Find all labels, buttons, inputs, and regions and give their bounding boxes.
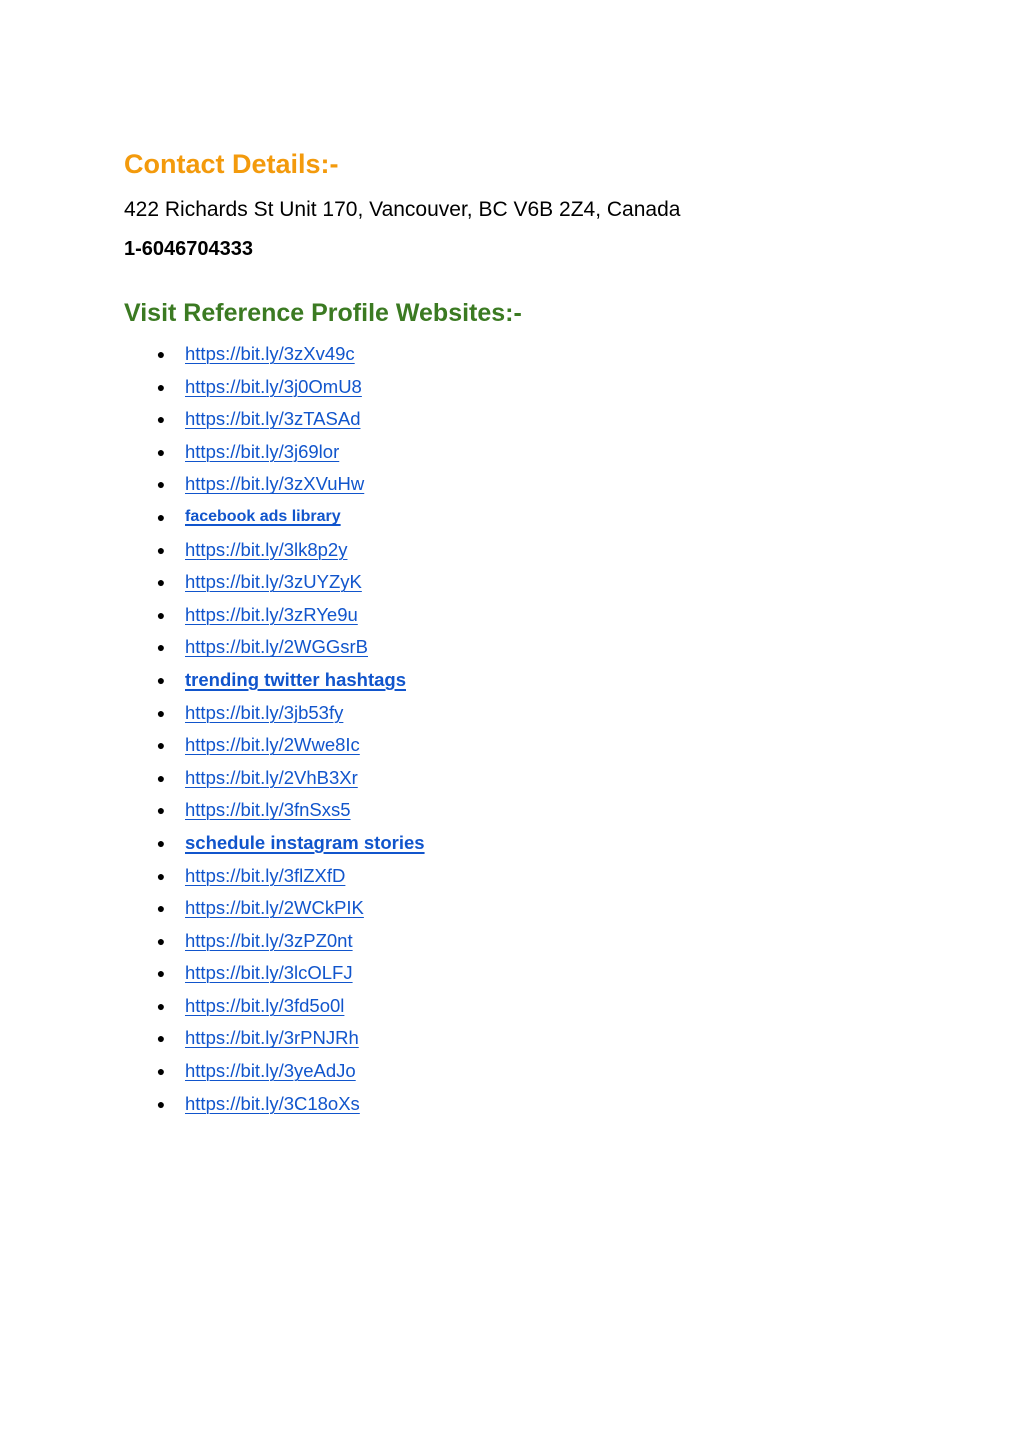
bullet-icon: ●	[156, 769, 166, 786]
reference-websites-heading: Visit Reference Profile Websites:-	[124, 299, 522, 327]
bullet-icon: ●	[156, 606, 166, 623]
reference-link[interactable]: https://bit.ly/3jb53fy	[185, 701, 344, 723]
bullet-icon: ●	[156, 443, 166, 460]
reference-link[interactable]: https://bit.ly/2WGGsrB	[185, 636, 368, 658]
reference-link[interactable]: https://bit.ly/3zTASAd	[185, 408, 361, 430]
reference-link[interactable]: https://bit.ly/3lcOLFJ	[185, 962, 353, 984]
phone-number: 1-6046704333	[124, 238, 254, 260]
bullet-icon: ●	[156, 932, 166, 949]
bullet-icon: ●	[156, 1095, 166, 1112]
bullet-icon: ●	[156, 737, 166, 754]
bullet-icon: ●	[156, 900, 166, 917]
address-text: 422 Richards St Unit 170, Vancouver, BC V6B 2Z4, Canada	[124, 198, 681, 221]
reference-link[interactable]: https://bit.ly/3zPZ0nt	[185, 929, 353, 951]
bullet-icon: ●	[156, 1030, 166, 1047]
reference-link[interactable]: https://bit.ly/3rPNJRh	[185, 1027, 359, 1049]
bullet-icon: ●	[156, 997, 166, 1014]
bullet-icon: ●	[156, 639, 166, 656]
reference-link[interactable]: https://bit.ly/2VhB3Xr	[185, 766, 358, 788]
bullet-icon: ●	[156, 965, 166, 982]
bullet-icon: ●	[156, 574, 166, 591]
bullet-icon: ●	[156, 671, 166, 688]
reference-link[interactable]: https://bit.ly/3C18oXs	[185, 1092, 360, 1114]
reference-link[interactable]: https://bit.ly/2WCkPIK	[185, 897, 364, 919]
reference-link[interactable]: schedule instagram stories	[185, 831, 425, 853]
reference-link[interactable]: https://bit.ly/3fd5o0l	[185, 994, 345, 1016]
reference-link[interactable]: https://bit.ly/3zUYZyK	[185, 571, 362, 593]
reference-link[interactable]: https://bit.ly/3zXVuHw	[185, 473, 365, 495]
reference-link[interactable]: https://bit.ly/3lk8p2y	[185, 538, 348, 560]
bullet-icon: ●	[156, 802, 166, 819]
bullet-icon: ●	[156, 476, 166, 493]
reference-link[interactable]: facebook ads library	[185, 507, 341, 525]
reference-link[interactable]: https://bit.ly/2Wwe8Ic	[185, 734, 360, 756]
reference-link[interactable]: https://bit.ly/3zXv49c	[185, 343, 355, 364]
reference-link[interactable]: https://bit.ly/3fnSxs5	[185, 799, 351, 821]
bullet-icon: ●	[156, 867, 166, 884]
bullet-icon: ●	[156, 411, 166, 428]
reference-link[interactable]: https://bit.ly/3j0OmU8	[185, 375, 362, 397]
bullet-icon: ●	[156, 1063, 166, 1080]
reference-link[interactable]: trending twitter hashtags	[185, 668, 406, 690]
bullet-icon: ●	[156, 704, 166, 721]
bullet-icon: ●	[156, 541, 166, 558]
reference-link[interactable]: https://bit.ly/3flZXfD	[185, 864, 346, 886]
reference-link[interactable]: https://bit.ly/3j69lor	[185, 440, 340, 462]
bullet-icon: ●	[156, 834, 166, 851]
reference-link[interactable]: https://bit.ly/3yeAdJo	[185, 1060, 356, 1082]
bullet-icon: ●	[156, 346, 166, 362]
bullet-icon: ●	[156, 508, 166, 525]
bullet-icon: ●	[156, 378, 166, 395]
reference-link[interactable]: https://bit.ly/3zRYe9u	[185, 603, 358, 625]
contact-details-heading: Contact Details:-	[124, 149, 339, 179]
